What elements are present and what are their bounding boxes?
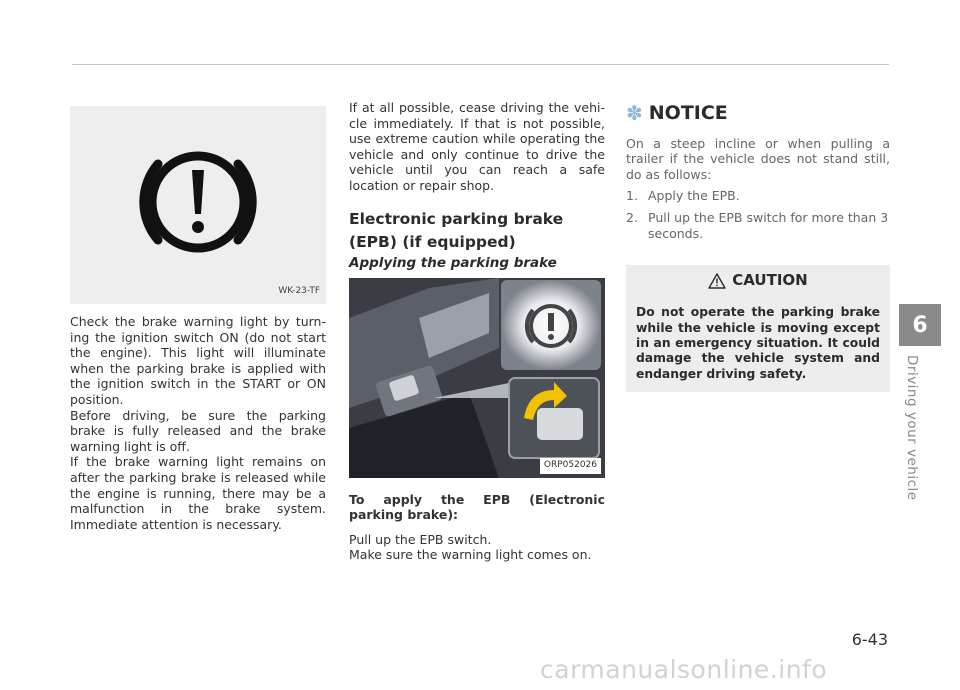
intro-paragraph: If at all possible, cease driving the vehicle immediately. If that is not possible, use extreme caution while operating the vehicle and only continue to drive the vehicle until you can reach a safe location or repair shop. xyxy=(349,100,605,193)
switch-closeup-button xyxy=(537,408,583,440)
brake-icon-dot xyxy=(192,221,204,233)
indicator-dot xyxy=(548,334,554,340)
indicator-exclamation xyxy=(548,313,554,331)
list-text: Apply the EPB. xyxy=(648,188,740,204)
column-right xyxy=(626,101,890,392)
section-heading: Electronic parking brake (EPB) (if equipped) xyxy=(349,209,564,251)
warning-triangle-icon xyxy=(708,273,726,289)
list-text: Pull up the EPB switch for more than 3 seconds. xyxy=(648,209,889,241)
caution-box xyxy=(626,265,890,392)
step: Pull up the EPB switch. xyxy=(349,531,492,547)
apply-heading: To apply the EPB (Electronic parking brake): xyxy=(349,491,605,523)
chapter-title: Driving your vehicle xyxy=(904,355,920,501)
page-number: 6-43 xyxy=(851,630,888,649)
list-number: 2. xyxy=(626,209,638,225)
section-subheading: Applying the parking brake xyxy=(349,254,557,271)
step: Make sure the warning light comes on. xyxy=(349,547,592,563)
chapter-tab: 6 xyxy=(899,304,941,346)
column-left xyxy=(70,100,326,532)
figure-caption: ORP052026 xyxy=(540,458,601,474)
list-item xyxy=(626,188,890,204)
brake-icon-exclamation xyxy=(192,170,204,214)
brake-warning-icon xyxy=(70,106,326,304)
paragraph: Before driving, be sure the parking brake is fully released and the brake warning light is off. xyxy=(70,407,326,454)
caution-header xyxy=(636,273,880,289)
list-number: 1. xyxy=(626,188,638,204)
paragraph: If the brake warning light remains on after the parking brake is released while the engine is running, there may be a malfunction in the brake system. Immediate attention is necessary. xyxy=(70,454,326,532)
notice-intro: On a steep incline or when pulling a trailer if the vehicle does not stand still, do as follows: xyxy=(626,135,890,182)
epb-switch-illustration xyxy=(349,278,605,478)
notice-asterisk-icon: ✽ xyxy=(626,101,643,125)
epb-switch-figure xyxy=(349,278,605,478)
notice-body xyxy=(626,136,890,242)
watermark: carmanualsonline.info xyxy=(540,655,828,684)
list-item xyxy=(626,210,890,241)
figure-caption: WK-23-TF xyxy=(278,286,320,297)
notice-steps xyxy=(626,188,890,241)
caution-text: Do not operate the parking brake while the vehicle is moving except in an emergency situation. It could damage the vehicle system and endanger driving safety. xyxy=(636,305,880,381)
paragraph: Check the brake warning light by turning the ignition switch ON (do not start the engine). This light will illuminate when the parking brake is applied with the ignition switch in the START or ON position. xyxy=(70,314,326,407)
caution-label: CAUTION xyxy=(732,271,808,290)
brake-warning-figure xyxy=(70,106,326,304)
header-rule xyxy=(72,64,889,65)
notice-title xyxy=(626,101,890,125)
column-middle xyxy=(349,100,605,563)
notice-label: NOTICE xyxy=(648,102,728,124)
